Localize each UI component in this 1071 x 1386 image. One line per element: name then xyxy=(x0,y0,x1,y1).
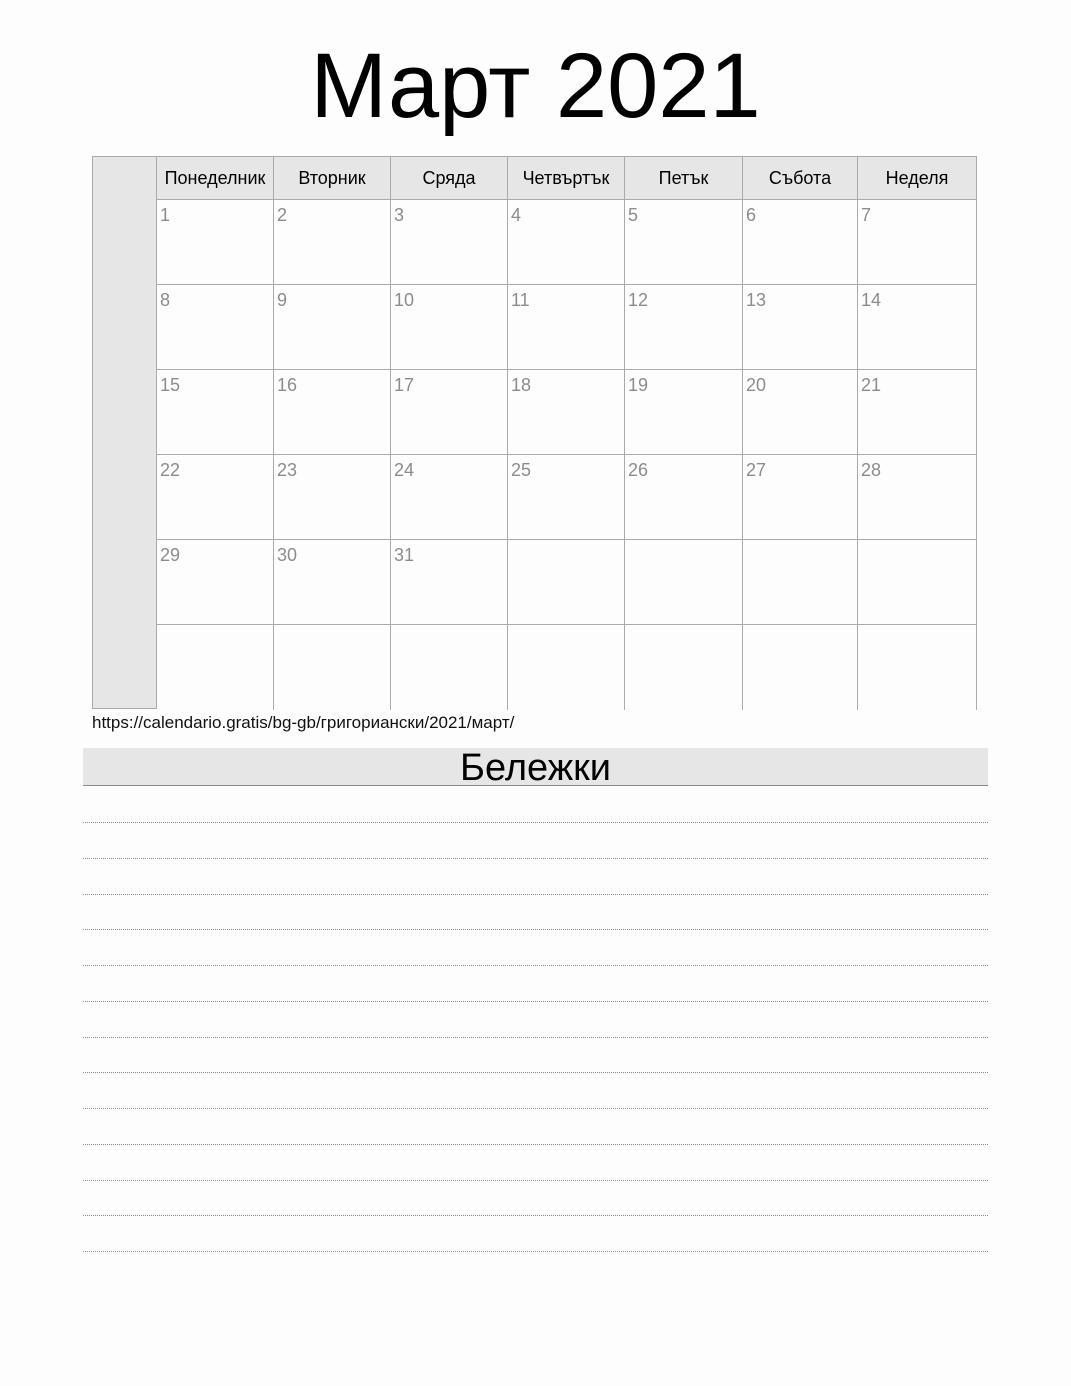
day-cell xyxy=(157,540,274,625)
day-cell xyxy=(858,370,976,455)
day-cell xyxy=(274,200,391,285)
weekday-header: Неделя xyxy=(858,157,976,200)
day-cell xyxy=(625,370,743,455)
day-cell xyxy=(508,200,625,285)
day-number: 16 xyxy=(277,375,298,395)
day-cell xyxy=(858,285,976,370)
weekday-header: Петък xyxy=(625,157,743,200)
day-cell xyxy=(508,285,625,370)
day-number: 22 xyxy=(160,460,181,480)
day-number: 17 xyxy=(394,375,415,395)
note-line xyxy=(83,894,988,895)
day-cell xyxy=(743,625,858,710)
day-cell xyxy=(391,370,508,455)
day-cell xyxy=(858,200,976,285)
day-cell xyxy=(157,200,274,285)
day-number: 14 xyxy=(861,290,882,310)
day-cell xyxy=(508,625,625,710)
note-line xyxy=(83,1037,988,1038)
day-number: 19 xyxy=(628,375,649,395)
day-number: 29 xyxy=(160,545,181,565)
day-cell xyxy=(508,370,625,455)
day-number: 9 xyxy=(277,290,288,310)
day-number: 27 xyxy=(746,460,767,480)
weekday-header: Събота xyxy=(743,157,858,200)
day-cell xyxy=(743,285,858,370)
day-number: 15 xyxy=(160,375,181,395)
notes-title: Бележки xyxy=(460,747,611,789)
day-cell xyxy=(391,200,508,285)
day-cell xyxy=(743,455,858,540)
day-number: 4 xyxy=(511,205,522,225)
day-number: 8 xyxy=(160,290,171,310)
day-number: 13 xyxy=(746,290,767,310)
day-cell xyxy=(274,370,391,455)
day-cell xyxy=(391,455,508,540)
calendar xyxy=(92,156,977,710)
day-number: 26 xyxy=(628,460,649,480)
day-cell xyxy=(508,540,625,625)
note-line xyxy=(83,1072,988,1073)
note-line xyxy=(83,858,988,859)
page-title: Март 2021 xyxy=(310,35,761,137)
day-number: 11 xyxy=(511,290,530,310)
note-line xyxy=(83,1180,988,1181)
day-cell xyxy=(625,455,743,540)
day-cell xyxy=(625,540,743,625)
note-line xyxy=(83,1215,988,1216)
day-number: 20 xyxy=(746,375,767,395)
day-number: 24 xyxy=(394,460,415,480)
calendar-grid xyxy=(157,156,977,710)
day-cell xyxy=(625,625,743,710)
note-line xyxy=(83,965,988,966)
day-number: 5 xyxy=(628,205,639,225)
day-number: 31 xyxy=(394,545,415,565)
source-url: https://calendario.gratis/bg-gb/григориански/2021/март/ xyxy=(92,713,515,732)
day-number: 1 xyxy=(160,205,171,225)
day-number: 18 xyxy=(511,375,532,395)
day-number: 10 xyxy=(394,290,415,310)
note-line xyxy=(83,1001,988,1002)
day-number: 25 xyxy=(511,460,532,480)
weekday-header: Четвъртък xyxy=(508,157,625,200)
note-line xyxy=(83,1108,988,1109)
day-number: 28 xyxy=(861,460,882,480)
day-cell xyxy=(157,285,274,370)
day-cell xyxy=(858,540,976,625)
day-cell xyxy=(274,285,391,370)
week-sidebar xyxy=(92,156,157,709)
day-cell xyxy=(157,370,274,455)
day-number: 21 xyxy=(861,375,882,395)
day-cell xyxy=(274,625,391,710)
day-number: 3 xyxy=(394,205,405,225)
day-number: 30 xyxy=(277,545,298,565)
note-line xyxy=(83,822,988,823)
day-number: 2 xyxy=(277,205,288,225)
day-cell xyxy=(858,625,976,710)
day-cell xyxy=(743,370,858,455)
weekday-header: Понеделник xyxy=(157,157,274,200)
day-cell xyxy=(858,455,976,540)
notes-header xyxy=(83,747,988,789)
day-number: 23 xyxy=(277,460,298,480)
day-cell xyxy=(391,625,508,710)
day-cell xyxy=(157,625,274,710)
note-line xyxy=(83,929,988,930)
day-cell xyxy=(274,540,391,625)
day-cell xyxy=(391,540,508,625)
day-cell xyxy=(157,455,274,540)
day-number: 6 xyxy=(746,205,757,225)
day-number: 12 xyxy=(628,290,649,310)
day-cell xyxy=(508,455,625,540)
note-line xyxy=(83,1144,988,1145)
day-cell xyxy=(391,285,508,370)
day-cell xyxy=(625,200,743,285)
day-cell xyxy=(743,540,858,625)
day-cell xyxy=(743,200,858,285)
day-number: 7 xyxy=(861,205,872,225)
day-cell xyxy=(625,285,743,370)
day-cell xyxy=(274,455,391,540)
note-line xyxy=(83,1251,988,1252)
weekday-header: Сряда xyxy=(391,157,508,200)
weekday-header: Вторник xyxy=(274,157,391,200)
